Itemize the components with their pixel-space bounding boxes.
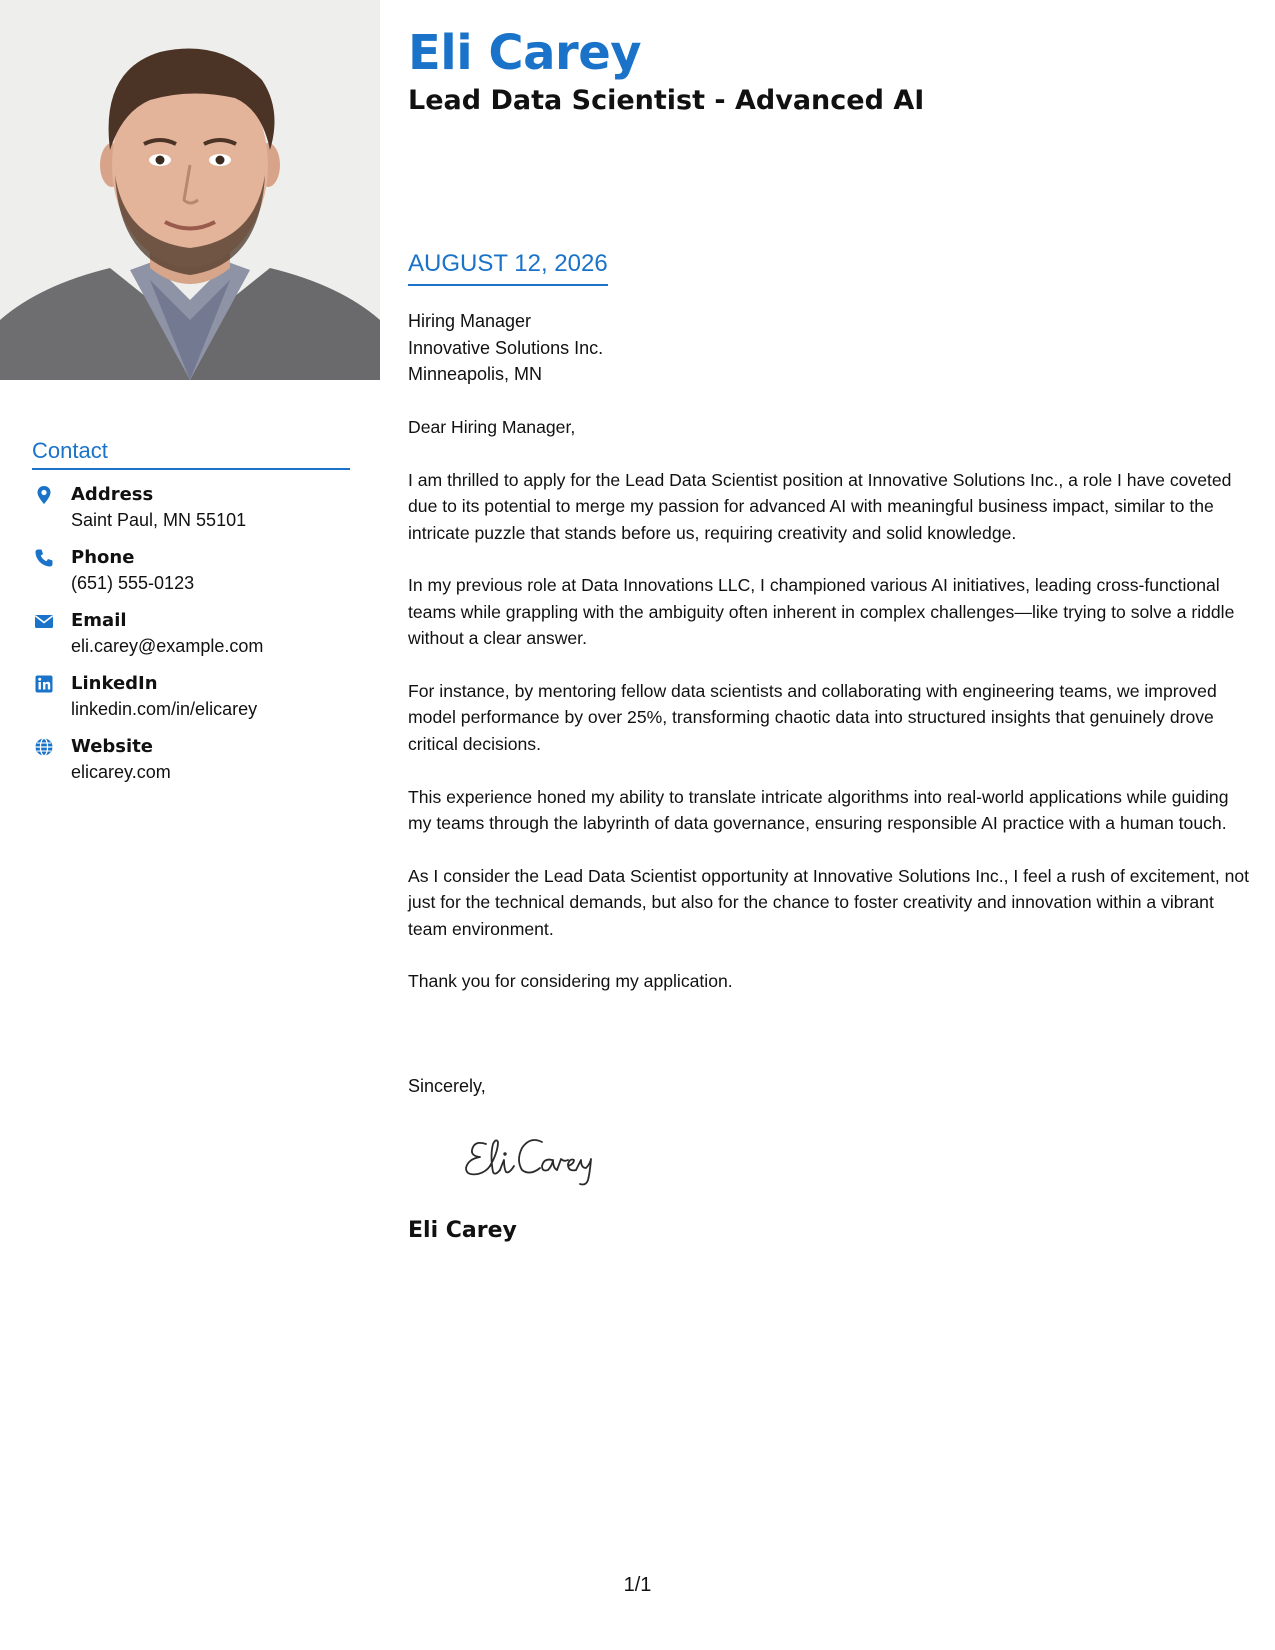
recipient-line: Innovative Solutions Inc. bbox=[408, 337, 604, 358]
contact-item-website bbox=[32, 735, 362, 798]
contact-label: Address bbox=[71, 484, 154, 505]
contact-item-address bbox=[32, 483, 362, 546]
body-paragraph: As I consider the Lead Data Scientist opportunity at Innovative Solutions Inc., I feel a rush of excitement, not just for the technical demands, but also for the chance to foster creativity and innovation within a vibrant team environment. bbox=[408, 865, 1250, 939]
body-paragraph: This experience honed my ability to translate intricate algorithms into real-world applications while guiding my teams through the labyrinth of data governance, ensuring responsible AI practice with a human touch. bbox=[408, 786, 1229, 834]
body-paragraph: I am thrilled to apply for the Lead Data Scientist position at Innovative Solutions Inc., a role I have coveted due to its potential to merge my passion for advanced AI with meaningful business impact, similar to the intricate puzzle that stands before us, requiring creativity and solid knowledge. bbox=[408, 469, 1232, 543]
recipient-line: Minneapolis, MN bbox=[408, 364, 543, 384]
body-paragraph: In my previous role at Data Innovations LLC, I championed various AI initiatives, leading cross-functional teams while grappling with the ambiguity often inherent in complex challenges—like trying to solve a riddle without a clear answer. bbox=[408, 575, 1235, 649]
body-paragraph: Thank you for considering my application. bbox=[408, 971, 733, 992]
contact-label: Email bbox=[71, 610, 127, 631]
letter-date: AUGUST 12, 2026 bbox=[408, 249, 608, 286]
linkedin-icon bbox=[34, 674, 54, 694]
salutation: Dear Hiring Manager, bbox=[408, 417, 576, 437]
linkedin-link[interactable]: linkedin.com/in/elicarey bbox=[71, 699, 258, 719]
email-icon bbox=[34, 611, 54, 631]
signed-name: Eli Carey bbox=[408, 1218, 517, 1243]
page-number: 1/1 bbox=[623, 1574, 652, 1596]
contact-item-phone bbox=[32, 546, 362, 609]
globe-icon bbox=[34, 737, 54, 757]
letter-body bbox=[408, 414, 1253, 1021]
contact-item-email bbox=[32, 609, 362, 672]
avatar bbox=[0, 0, 380, 380]
contact-value: (651) 555-0123 bbox=[71, 573, 195, 593]
closing: Sincerely, bbox=[408, 1076, 486, 1096]
profile-photo bbox=[0, 0, 380, 380]
recipient-line: Hiring Manager bbox=[408, 311, 532, 331]
contact-value: Saint Paul, MN 55101 bbox=[71, 510, 247, 530]
email-link[interactable]: eli.carey@example.com bbox=[71, 636, 264, 656]
contact-heading: Contact bbox=[32, 437, 350, 470]
contact-list bbox=[32, 483, 362, 798]
applicant-name: Eli Carey bbox=[408, 25, 642, 81]
contact-item-linkedin bbox=[32, 672, 362, 735]
contact-label: Website bbox=[71, 736, 154, 757]
location-pin-icon bbox=[34, 485, 54, 505]
website-link[interactable]: elicarey.com bbox=[71, 762, 171, 782]
body-paragraph: For instance, by mentoring fellow data scientists and collaborating with engineering teams, we improved model performance by over 25%, transforming chaotic data into structured insights that genuinely drove critical decisions. bbox=[408, 681, 1217, 754]
phone-icon bbox=[34, 548, 54, 568]
job-title: Lead Data Scientist - Advanced AI bbox=[408, 85, 925, 116]
contact-label: LinkedIn bbox=[71, 673, 158, 694]
recipient-block bbox=[408, 308, 603, 388]
handwritten-signature bbox=[460, 1128, 620, 1193]
contact-label: Phone bbox=[71, 547, 135, 568]
